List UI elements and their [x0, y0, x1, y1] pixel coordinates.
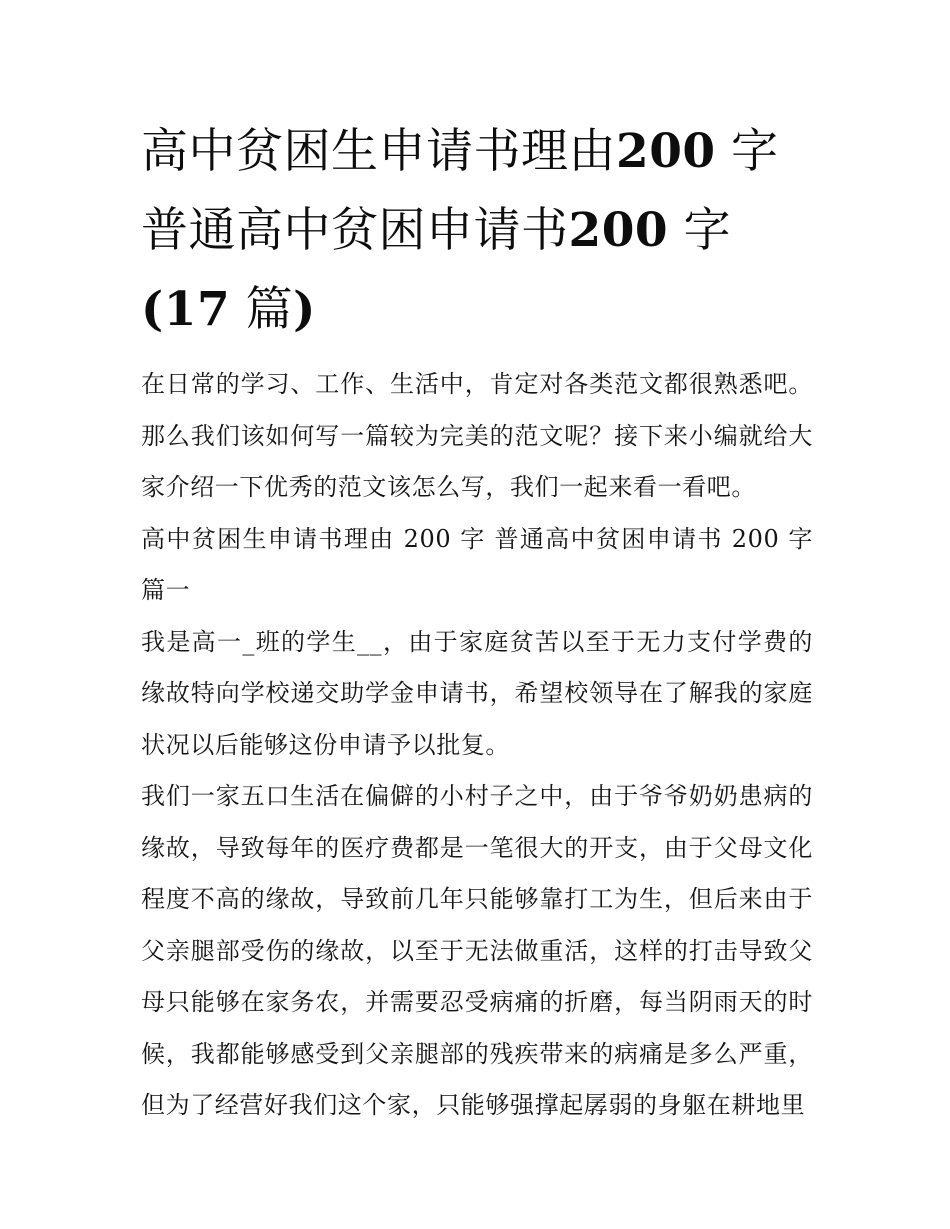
- document-title: [141, 112, 813, 349]
- title-segment: 篇: [230, 282, 294, 337]
- title-segment: 字 普通高中贫困申请书: [141, 124, 779, 258]
- body-paragraph: 我们一家五口生活在偏僻的小村子之中，由于爷爷奶奶患病的缘故，导致每年的医疗费都是一笔很大的开支，由于父母文化程度不高的缘故，导致前几年只能够靠打工为生，但后来由于父亲腿部受伤的缘故，以至于无法做重活，这样的打击导致父母只能够在家务农，并需要忍受病痛的折磨，每当阴雨天的时候，我都能够感受到父亲腿部的残疾带来的病痛是多么严重，但为了经营好我们这个家，只能够强撑起孱弱的身躯在耕地里: [141, 782, 813, 1119]
- title-segment: 字: [668, 203, 732, 258]
- title-segment: 200: [616, 124, 716, 179]
- body-paragraph: 我是高一_班的学生__，由于家庭贫苦以至于无力支付学费的缘故特向学校递交助学金申请书，希望校领导在了解我的家庭状况以后能够这份申请予以批复。: [141, 627, 813, 759]
- title-segment: 高中贫困生申请书理由: [141, 124, 616, 179]
- title-segment: 200: [568, 203, 669, 258]
- intro-paragraph: 在日常的学习、工作、生活中，肯定对各类范文都很熟悉吧。那么我们该如何写一篇较为完美的范文呢？接下来小编就给大家介绍一下优秀的范文该怎么写，我们一起来看一看吧。: [141, 370, 813, 501]
- section-heading: 高中贫困生申请书理由 200 字 普通高中贫困申请书 200 字篇一: [141, 524, 813, 604]
- document-content: [141, 112, 813, 1132]
- title-segment: (17: [141, 282, 231, 337]
- title-segment: ): [293, 282, 316, 337]
